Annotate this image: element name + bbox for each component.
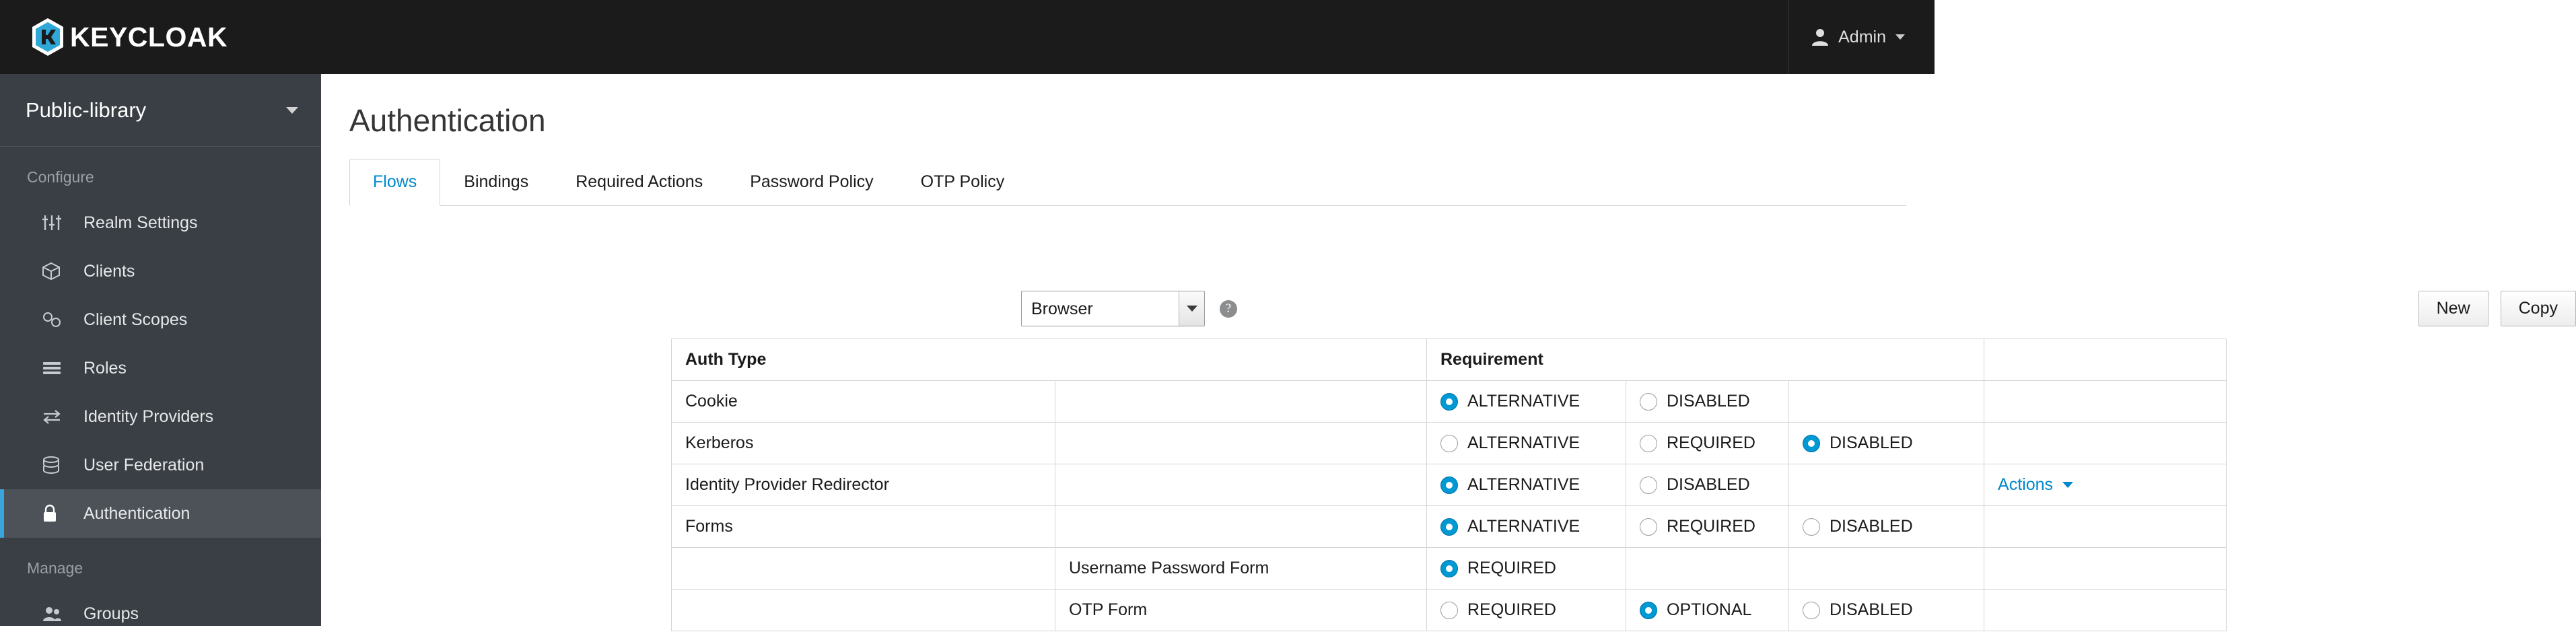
table-row (672, 381, 2227, 423)
tab-otp-policy[interactable]: OTP Policy (920, 172, 1005, 191)
sidebar-item-label: Clients (83, 261, 135, 281)
lock-icon (42, 504, 69, 523)
radio-disabled[interactable] (1803, 602, 1820, 619)
sidebar (0, 74, 321, 626)
radio-disabled[interactable] (1803, 518, 1820, 536)
actions-label: Actions (1998, 475, 2054, 494)
cell-requirement-1[interactable] (1427, 423, 1626, 464)
radio-disabled[interactable] (1640, 393, 1657, 411)
sidebar-item-client-scopes[interactable] (0, 295, 321, 344)
radio-label: DISABLED (1667, 392, 1750, 411)
sidebar-item-label: Identity Providers (83, 406, 214, 426)
cell-requirement-3[interactable] (1789, 506, 1984, 548)
radio-label: DISABLED (1830, 433, 1913, 452)
radio-label: DISABLED (1830, 600, 1913, 619)
radio-alternative[interactable] (1440, 393, 1458, 411)
radio-disabled[interactable] (1640, 476, 1657, 494)
database-icon (42, 456, 69, 474)
sidebar-item-roles[interactable] (0, 344, 321, 392)
roles-icon (42, 360, 69, 376)
radio-disabled[interactable] (1803, 435, 1820, 452)
sidebar-item-groups[interactable] (0, 590, 321, 638)
user-icon (1811, 28, 1829, 46)
sidebar-item-user-federation[interactable] (0, 441, 321, 489)
group-icon (42, 605, 69, 623)
chevron-down-icon (286, 107, 298, 114)
new-button[interactable]: New (2418, 291, 2488, 326)
column-header-actions (1984, 339, 2227, 381)
cell-auth-type: Forms (672, 506, 1055, 548)
cell-requirement-2[interactable] (1626, 423, 1789, 464)
tab-required-actions[interactable]: Required Actions (576, 172, 703, 191)
realm-selector[interactable] (0, 74, 321, 147)
cell-requirement-1[interactable] (1427, 506, 1626, 548)
sliders-icon (42, 214, 69, 232)
radio-label: OPTIONAL (1667, 600, 1752, 619)
radio-required[interactable] (1640, 518, 1657, 536)
sidebar-section-manage: Manage (27, 559, 83, 577)
cell-requirement-2 (1626, 548, 1789, 590)
cell-auth-type (672, 548, 1055, 590)
copy-button[interactable]: Copy (2501, 291, 2576, 326)
brand-logo-area[interactable] (0, 0, 228, 74)
sidebar-item-clients[interactable] (0, 247, 321, 295)
flow-toolbar (1021, 291, 2576, 326)
table-row (672, 506, 2227, 548)
flows-table (671, 339, 2227, 631)
radio-alternative[interactable] (1440, 476, 1458, 494)
cell-sub-type: OTP Form (1055, 590, 1427, 631)
table-row (672, 590, 2227, 631)
realm-name: Public-library (26, 98, 147, 122)
cell-requirement-2[interactable] (1626, 464, 1789, 506)
sidebar-item-label: Roles (83, 358, 127, 378)
cell-actions[interactable] (1984, 464, 2227, 506)
sidebar-item-label: Realm Settings (83, 213, 198, 232)
tab-bindings[interactable]: Bindings (464, 172, 529, 191)
cell-sub-type (1055, 464, 1427, 506)
cell-actions (1984, 381, 2227, 423)
radio-label: REQUIRED (1467, 559, 1556, 577)
chevron-down-icon (1895, 34, 1905, 40)
radio-label: DISABLED (1830, 517, 1913, 536)
cell-requirement-3 (1789, 548, 1984, 590)
cell-auth-type: Identity Provider Redirector (672, 464, 1055, 506)
tab-flows[interactable]: Flows (349, 160, 440, 206)
radio-required[interactable] (1640, 435, 1657, 452)
radio-optional[interactable] (1640, 602, 1657, 619)
radio-required[interactable] (1440, 602, 1458, 619)
radio-alternative[interactable] (1440, 518, 1458, 536)
help-icon[interactable]: ? (1220, 300, 1237, 318)
cell-actions (1984, 423, 2227, 464)
radio-label: REQUIRED (1667, 433, 1755, 452)
cell-sub-type (1055, 381, 1427, 423)
cell-requirement-2[interactable] (1626, 590, 1789, 631)
cell-auth-type: Cookie (672, 381, 1055, 423)
cell-sub-type (1055, 423, 1427, 464)
user-name: Admin (1838, 27, 1886, 46)
cell-actions (1984, 548, 2227, 590)
radio-label: REQUIRED (1667, 517, 1755, 536)
table-row (672, 423, 2227, 464)
cell-actions (1984, 506, 2227, 548)
cell-requirement-3[interactable] (1789, 423, 1984, 464)
cell-requirement-2[interactable] (1626, 381, 1789, 423)
scopes-icon (42, 311, 69, 328)
chevron-down-icon (2062, 482, 2073, 488)
cell-requirement-1[interactable] (1427, 464, 1626, 506)
cell-requirement-3 (1789, 381, 1984, 423)
column-header-requirement: Requirement (1427, 339, 1984, 381)
cell-requirement-2[interactable] (1626, 506, 1789, 548)
brand-text: KEYCLOAK (70, 21, 228, 52)
sidebar-item-label: Client Scopes (83, 310, 188, 329)
keycloak-logo-icon (27, 16, 69, 58)
flow-select[interactable] (1021, 291, 1205, 326)
top-bar (0, 0, 1935, 74)
sidebar-item-identity-providers[interactable] (0, 392, 321, 441)
tab-bar (349, 159, 1906, 206)
exchange-icon (42, 409, 69, 425)
actions-dropdown[interactable] (1998, 475, 2073, 495)
cell-sub-type: Username Password Form (1055, 548, 1427, 590)
sidebar-item-label: Authentication (83, 503, 190, 523)
column-header-auth-type: Auth Type (672, 339, 1427, 381)
radio-label: ALTERNATIVE (1467, 517, 1580, 536)
table-row (672, 464, 2227, 506)
cell-requirement-1[interactable] (1427, 590, 1626, 631)
flows-table-wrapper (671, 339, 2226, 631)
main-content (321, 74, 2558, 626)
radio-label: ALTERNATIVE (1467, 392, 1580, 411)
sidebar-item-realm-settings[interactable] (0, 199, 321, 247)
user-menu[interactable] (1788, 0, 1935, 74)
cell-sub-type (1055, 506, 1427, 548)
cell-auth-type (672, 590, 1055, 631)
flow-select-wrapper (1021, 291, 1205, 326)
sidebar-item-label: User Federation (83, 455, 205, 474)
page-title: Authentication (349, 103, 546, 138)
cell-requirement-1[interactable] (1427, 548, 1626, 590)
radio-label: ALTERNATIVE (1467, 433, 1580, 452)
table-header-row (672, 339, 2227, 381)
radio-label: DISABLED (1667, 475, 1750, 494)
radio-alternative[interactable] (1440, 435, 1458, 452)
cell-auth-type: Kerberos (672, 423, 1055, 464)
radio-required[interactable] (1440, 560, 1458, 577)
cell-requirement-3 (1789, 464, 1984, 506)
tab-password-policy[interactable]: Password Policy (750, 172, 874, 191)
radio-label: REQUIRED (1467, 600, 1556, 619)
toolbar-buttons (2406, 291, 2576, 326)
cell-requirement-3[interactable] (1789, 590, 1984, 631)
table-row (672, 548, 2227, 590)
cell-requirement-1[interactable] (1427, 381, 1626, 423)
cube-icon (42, 262, 69, 281)
radio-label: ALTERNATIVE (1467, 475, 1580, 494)
cell-actions (1984, 590, 2227, 631)
sidebar-section-configure: Configure (27, 168, 94, 186)
sidebar-item-authentication[interactable] (0, 489, 321, 538)
sidebar-item-label: Groups (83, 604, 139, 623)
